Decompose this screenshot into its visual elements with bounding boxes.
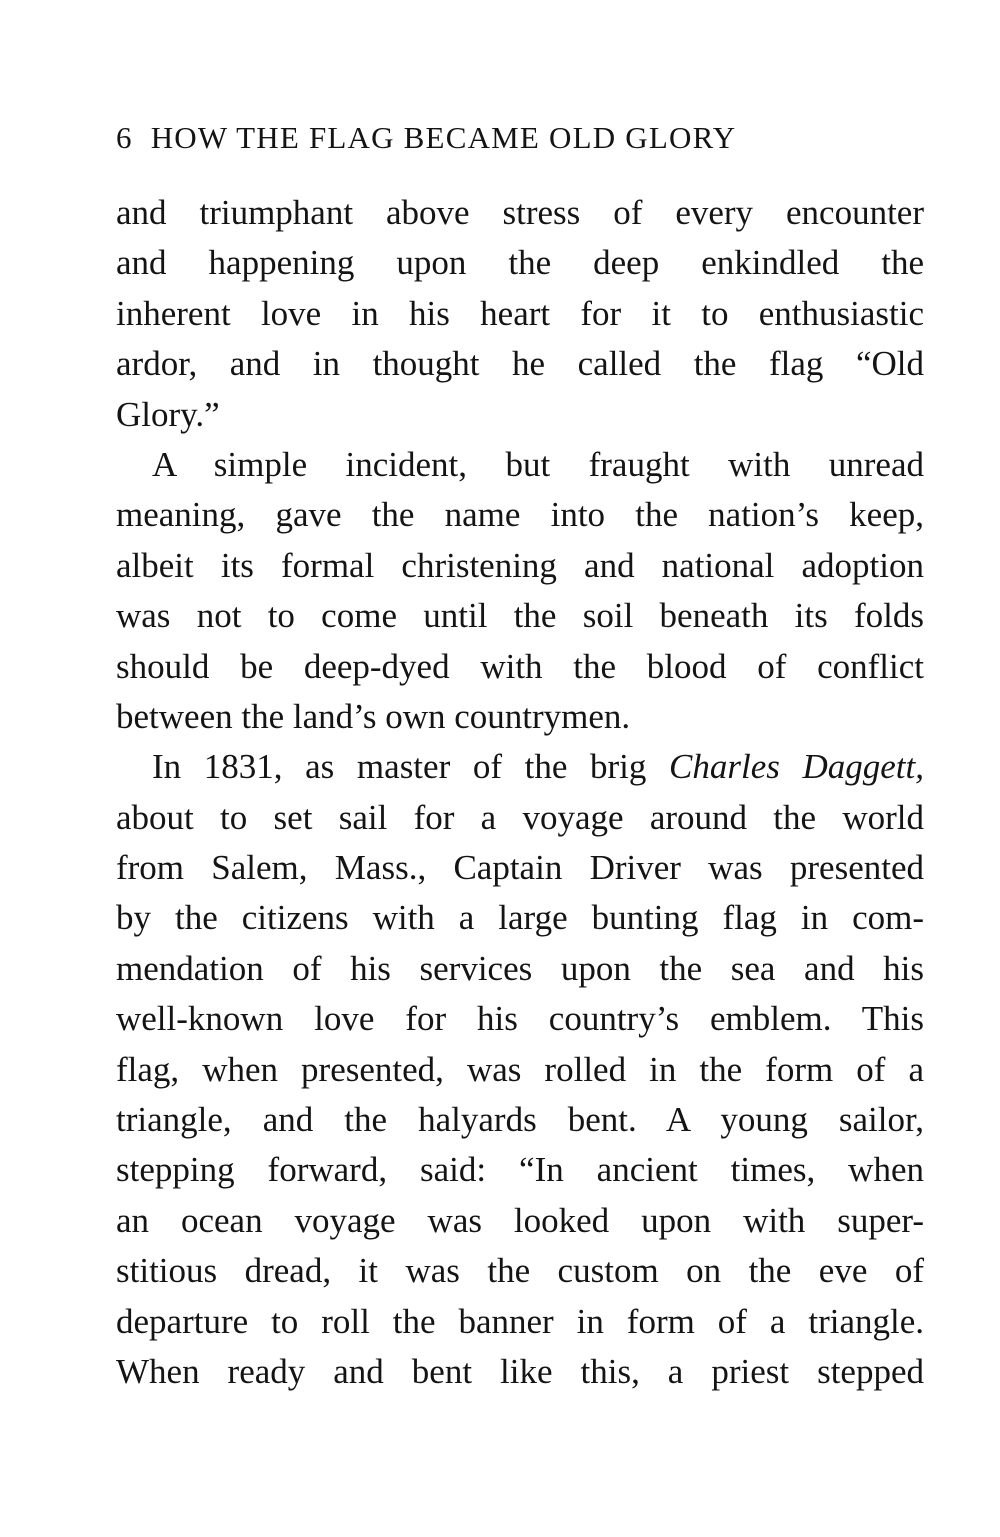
text-line: meaning, gave the name into the nation’s keep, [116,495,924,535]
text-line: When ready and bent like this, a priest stepped [116,1351,924,1391]
text-line: between the land’s own countrymen. [116,696,631,736]
text-line: albeit its formal christening and national adoption [116,545,924,585]
text-line: and happening upon the deep enkindled the [116,243,924,283]
text-line: about to set sail for a voyage around the world [116,797,924,837]
text-line-prefix: In 1831, as master of the brig [152,747,670,787]
text-line: mendation of his services upon the sea and his [116,948,924,988]
text-line: inherent love in his heart for it to enthusiastic [116,293,924,333]
paragraph-3 [116,742,924,1397]
text-line: should be deep-dyed with the blood of conflict [116,646,924,686]
text-line: stepping forward, said: “In ancient times, when [116,1150,924,1190]
text-line: by the citizens with a large bunting flag in com- [116,898,924,938]
text-line: stitious dread, it was the custom on the eve of [116,1251,924,1291]
text-line: was not to come until the soil beneath its folds [116,596,924,636]
text-line: from Salem, Mass., Captain Driver was presented [116,848,924,888]
ship-name: Charles Daggett, [669,747,924,787]
text-line: A simple incident, but fraught with unread [152,444,924,484]
paragraph-2 [116,440,924,742]
text-line: flag, when presented, was rolled in the form of a [116,1049,924,1089]
text-line [116,742,924,792]
text-line: ardor, and in thought he called the flag “Old [116,344,924,384]
text-line: departure to roll the banner in form of a triangle. [116,1301,924,1341]
paragraph-1 [116,188,924,440]
page-number: 6 [116,120,133,155]
running-title: HOW THE FLAG BECAME OLD GLORY [150,120,737,155]
text-line: triangle, and the halyards bent. A young sailor, [116,1100,924,1140]
text-line: well-known love for his country’s emblem. This [116,999,924,1039]
body-text [116,188,924,1397]
text-line: and triumphant above stress of every encounter [116,193,924,232]
running-head [116,118,924,158]
text-line: an ocean voyage was looked upon with super- [116,1200,924,1240]
text-line: Glory.” [116,394,220,434]
